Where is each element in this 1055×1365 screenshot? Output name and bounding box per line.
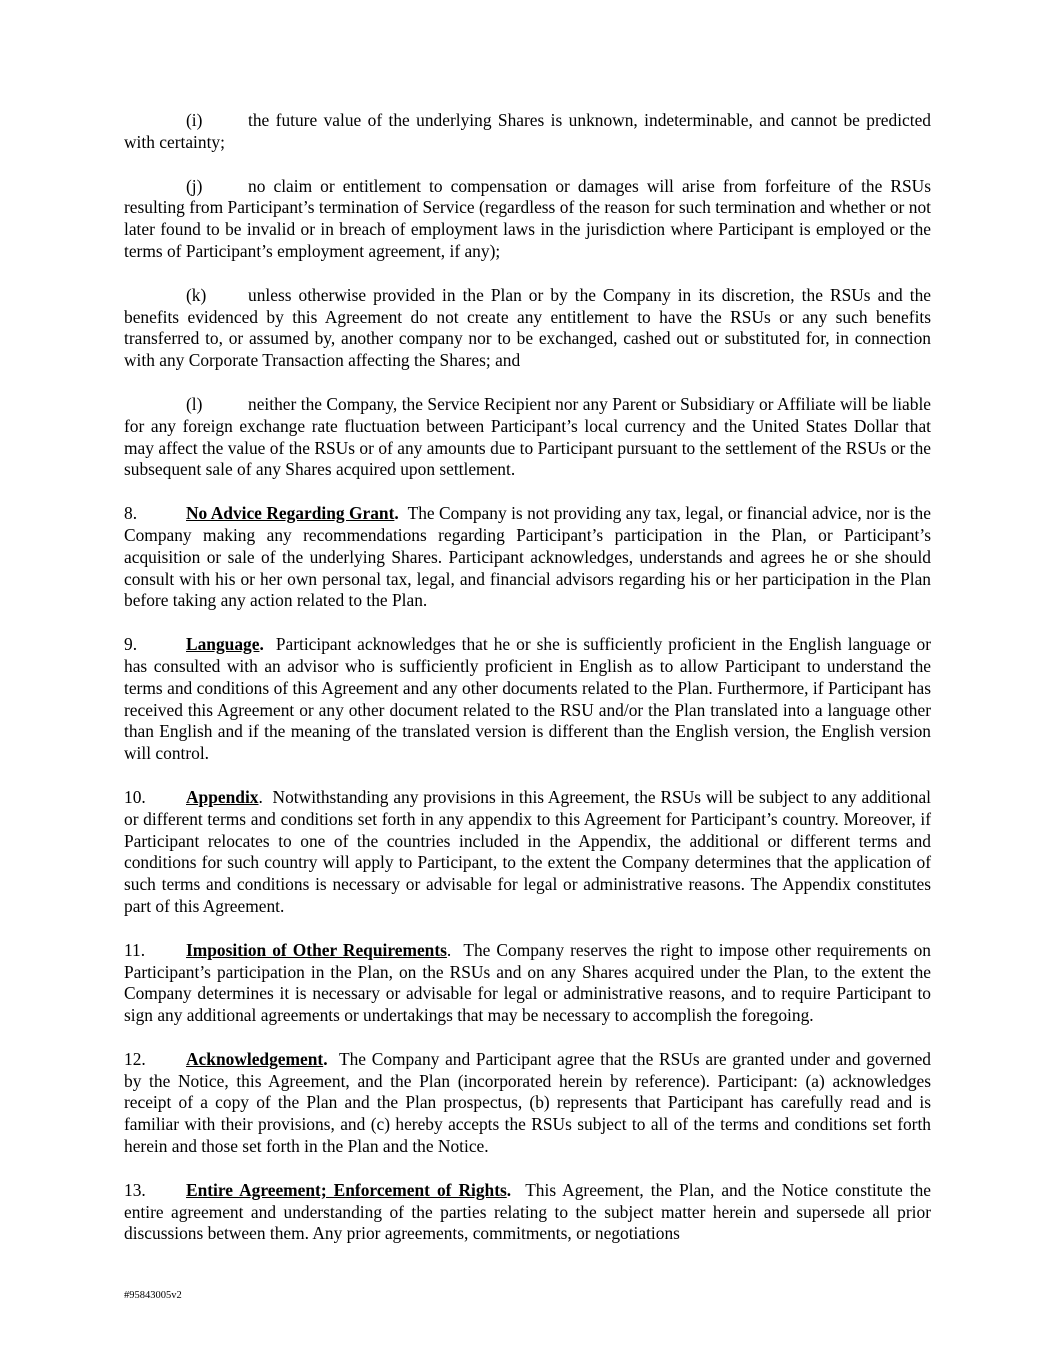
heading-punct: . bbox=[323, 1048, 328, 1069]
section-heading: No Advice Regarding Grant bbox=[186, 503, 395, 524]
section-11 bbox=[124, 940, 931, 1027]
heading-punct: . bbox=[259, 634, 264, 655]
section-number: 9. bbox=[124, 634, 138, 655]
section-10 bbox=[124, 787, 931, 918]
heading-punct: . bbox=[394, 503, 399, 524]
heading-punct: . bbox=[446, 939, 452, 960]
section-number: 11. bbox=[124, 939, 146, 960]
section-heading: Language bbox=[186, 634, 260, 655]
clause-i bbox=[124, 110, 931, 154]
section-heading: Acknowledgement bbox=[186, 1048, 324, 1069]
clause-text: neither the Company, the Service Recipient nor any Parent or Subsidiary or Affiliate will be liable for any foreign exchange rate fluctuation between Participant’s local currency and the United States Dollar that may affect the value of the RSUs or of any amounts due to Participant pursuant to the settlement of the RSUs or the subsequent sale of any Shares acquired upon settlement. bbox=[124, 393, 931, 480]
section-13 bbox=[124, 1180, 931, 1245]
section-text: The Company is not providing any tax, legal, or financial advice, nor is the Company making any recommendations regarding Participant’s participation in the Plan, or Participant’s acquisition or sale of the underlying Shares. Participant acknowledges, understands and agrees he or she should consult with his or her own personal tax, legal, and financial advisors regarding his or her participation in the Plan before taking any action related to the Plan. bbox=[124, 503, 931, 611]
section-text: The Company reserves the right to impose other requirements on Participant’s participation in the Plan, on the RSUs and on any Shares acquired under the Plan, to the extent the Company determines it is necessary or advisable for legal or administrative reasons, and to require Participant to sign any additional agreements or undertakings that may be necessary to accomplish the foregoing. bbox=[124, 939, 931, 1026]
clause-k bbox=[124, 285, 931, 372]
clause-j bbox=[124, 176, 931, 263]
clause-text: the future value of the underlying Shares is unknown, indeterminable, and cannot be predicted with certainty; bbox=[124, 110, 931, 152]
clause-l bbox=[124, 394, 931, 481]
section-number: 10. bbox=[124, 786, 146, 807]
clause-text: no claim or entitlement to compensation or damages will arise from forfeiture of the RSUs resulting from Participant’s termination of Service (regardless of the reason for such termination and whether or not later found to be invalid or in breach of employment laws in the jurisdiction where Participant is employed or the terms of Participant’s employment agreement, if any); bbox=[124, 175, 931, 261]
section-8 bbox=[124, 503, 931, 612]
clause-label: (j) bbox=[186, 175, 203, 196]
section-text: Participant acknowledges that he or she is sufficiently proficient in the English language or has consulted with an advisor who is sufficiently proficient in English as to allow Participant to understand the terms and conditions of this Agreement and any other documents related to the Plan. Furthermore, if Participant has received this Agreement or any other document related to the RSU and/or the Plan translated into a language other than English and if the meaning of the translated version is different than the English version, the English version will control. bbox=[124, 634, 931, 764]
section-number: 13. bbox=[124, 1179, 146, 1200]
clause-label: (i) bbox=[186, 110, 203, 130]
clause-label: (k) bbox=[186, 284, 207, 305]
clause-text: unless otherwise provided in the Plan or by the Company in its discretion, the RSUs and the benefits evidenced by this Agreement do not create any entitlement to have the RSUs or any such benefits transferred to, or assumed by, another company nor to be exchanged, cashed out or substituted for, in connection with any Corporate Transaction affecting the Shares; and bbox=[124, 284, 931, 371]
document-id-footer: #95843005v2 bbox=[124, 1290, 182, 1301]
heading-punct: . bbox=[506, 1179, 512, 1200]
section-12 bbox=[124, 1049, 931, 1158]
heading-punct: . bbox=[258, 786, 263, 807]
clause-label: (l) bbox=[186, 393, 203, 414]
section-text: Notwithstanding any provisions in this Agreement, the RSUs will be subject to any additional or different terms and conditions set forth in any appendix to this Agreement for Participant’s country. Moreover, if Participant relocates to one of the countries included in the Appendix, the additional or different terms and conditions for such country will apply to Participant, to the extent the Company determines that the application of such terms and conditions is necessary or advisable for legal or administrative reasons. The Appendix constitutes part of this Agreement. bbox=[124, 786, 931, 916]
section-heading: Appendix bbox=[186, 786, 259, 807]
section-text: The Company and Participant agree that the RSUs are granted under and governed by the Notice, this Agreement, and the Plan (incorporated herein by reference). Participant: (a) acknowledges receipt of a copy of the Plan and the Plan prospectus, (b) represents that Participant has carefully read and is familiar with their provisions, and (c) hereby accepts the RSUs subject to all of the terms and conditions set forth herein and those set forth in the Plan and the Notice. bbox=[124, 1048, 931, 1157]
section-number: 12. bbox=[124, 1048, 146, 1069]
section-text: This Agreement, the Plan, and the Notice constitute the entire agreement and understanding of the parties relating to the subject matter herein and supersede all prior discussions between them. Any prior agreements, commitments, or negotiations bbox=[124, 1179, 931, 1244]
section-heading: Entire Agreement; Enforcement of Rights bbox=[186, 1179, 507, 1200]
section-number: 8. bbox=[124, 503, 138, 524]
section-9 bbox=[124, 634, 931, 765]
section-heading: Imposition of Other Requirements bbox=[186, 939, 447, 960]
document-page bbox=[124, 110, 931, 1267]
